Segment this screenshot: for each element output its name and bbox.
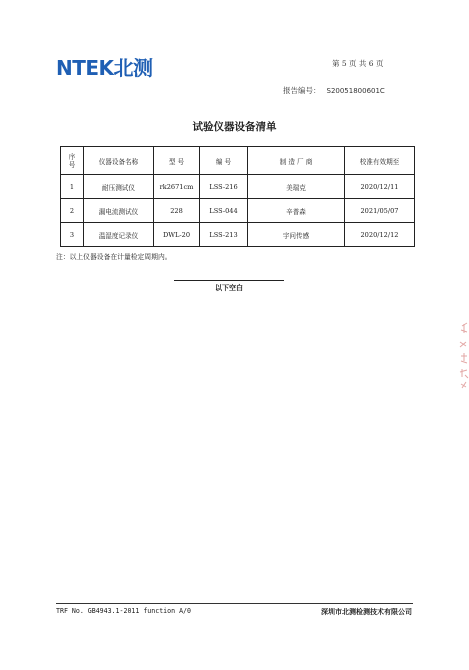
header-valid: 校准有效期至 [345,147,415,175]
header-seq [61,147,84,175]
blank-below-text: 以下空白 [215,284,243,292]
cell-model: 228 [154,199,200,223]
table-row [61,223,415,247]
report-number [283,85,385,96]
cell-model: DWL-20 [154,223,200,247]
cell-number: LSS-213 [200,223,248,247]
header-name: 仪器设备名称 [84,147,154,175]
cell-seq: 2 [61,199,84,223]
cell-valid: 2021/05/07 [345,199,415,223]
footer-trf-number: TRF No. GB4943.1-2011 function A/0 [56,607,191,615]
table-row [61,199,415,223]
cell-name: 漏电流测试仪 [84,199,154,223]
page-indicator: 第 5 页 共 6 页 [332,59,384,68]
cell-name: 温湿度记录仪 [84,223,154,247]
report-number-label: 报告编号： [283,86,321,95]
header-maker: 制 造 厂 商 [248,147,345,175]
header-number: 编 号 [200,147,248,175]
cell-name: 耐压测试仪 [84,175,154,199]
cell-model: rk2671cm [154,175,200,199]
cell-seq: 3 [61,223,84,247]
cell-number: LSS-044 [200,199,248,223]
divider-line [174,280,284,281]
header-model: 型 号 [154,147,200,175]
footer-company-name: 深圳市北测检测技术有限公司 [321,608,412,616]
cell-maker: 美瑞克 [248,175,345,199]
cell-valid: 2020/12/11 [345,175,415,199]
company-logo: NTEK北测 [56,56,153,80]
seal-stamp-fragment [452,320,469,390]
equipment-table [60,146,415,247]
header-seq-top: 序 [68,152,76,161]
cell-seq: 1 [61,175,84,199]
cell-maker: 辛普森 [248,199,345,223]
table-row [61,175,415,199]
cell-maker: 宇问传感 [248,223,345,247]
footer-divider [56,603,413,604]
cell-number: LSS-216 [200,175,248,199]
header-seq-bottom: 号 [68,160,76,169]
table-header-row [61,147,415,175]
cell-valid: 2020/12/12 [345,223,415,247]
page-title: 试验仪器设备清单 [192,121,277,133]
report-number-value: S20051800601C [326,87,385,95]
calibration-note: 注：以上仪器设备在计量检定周期内。 [56,253,172,261]
